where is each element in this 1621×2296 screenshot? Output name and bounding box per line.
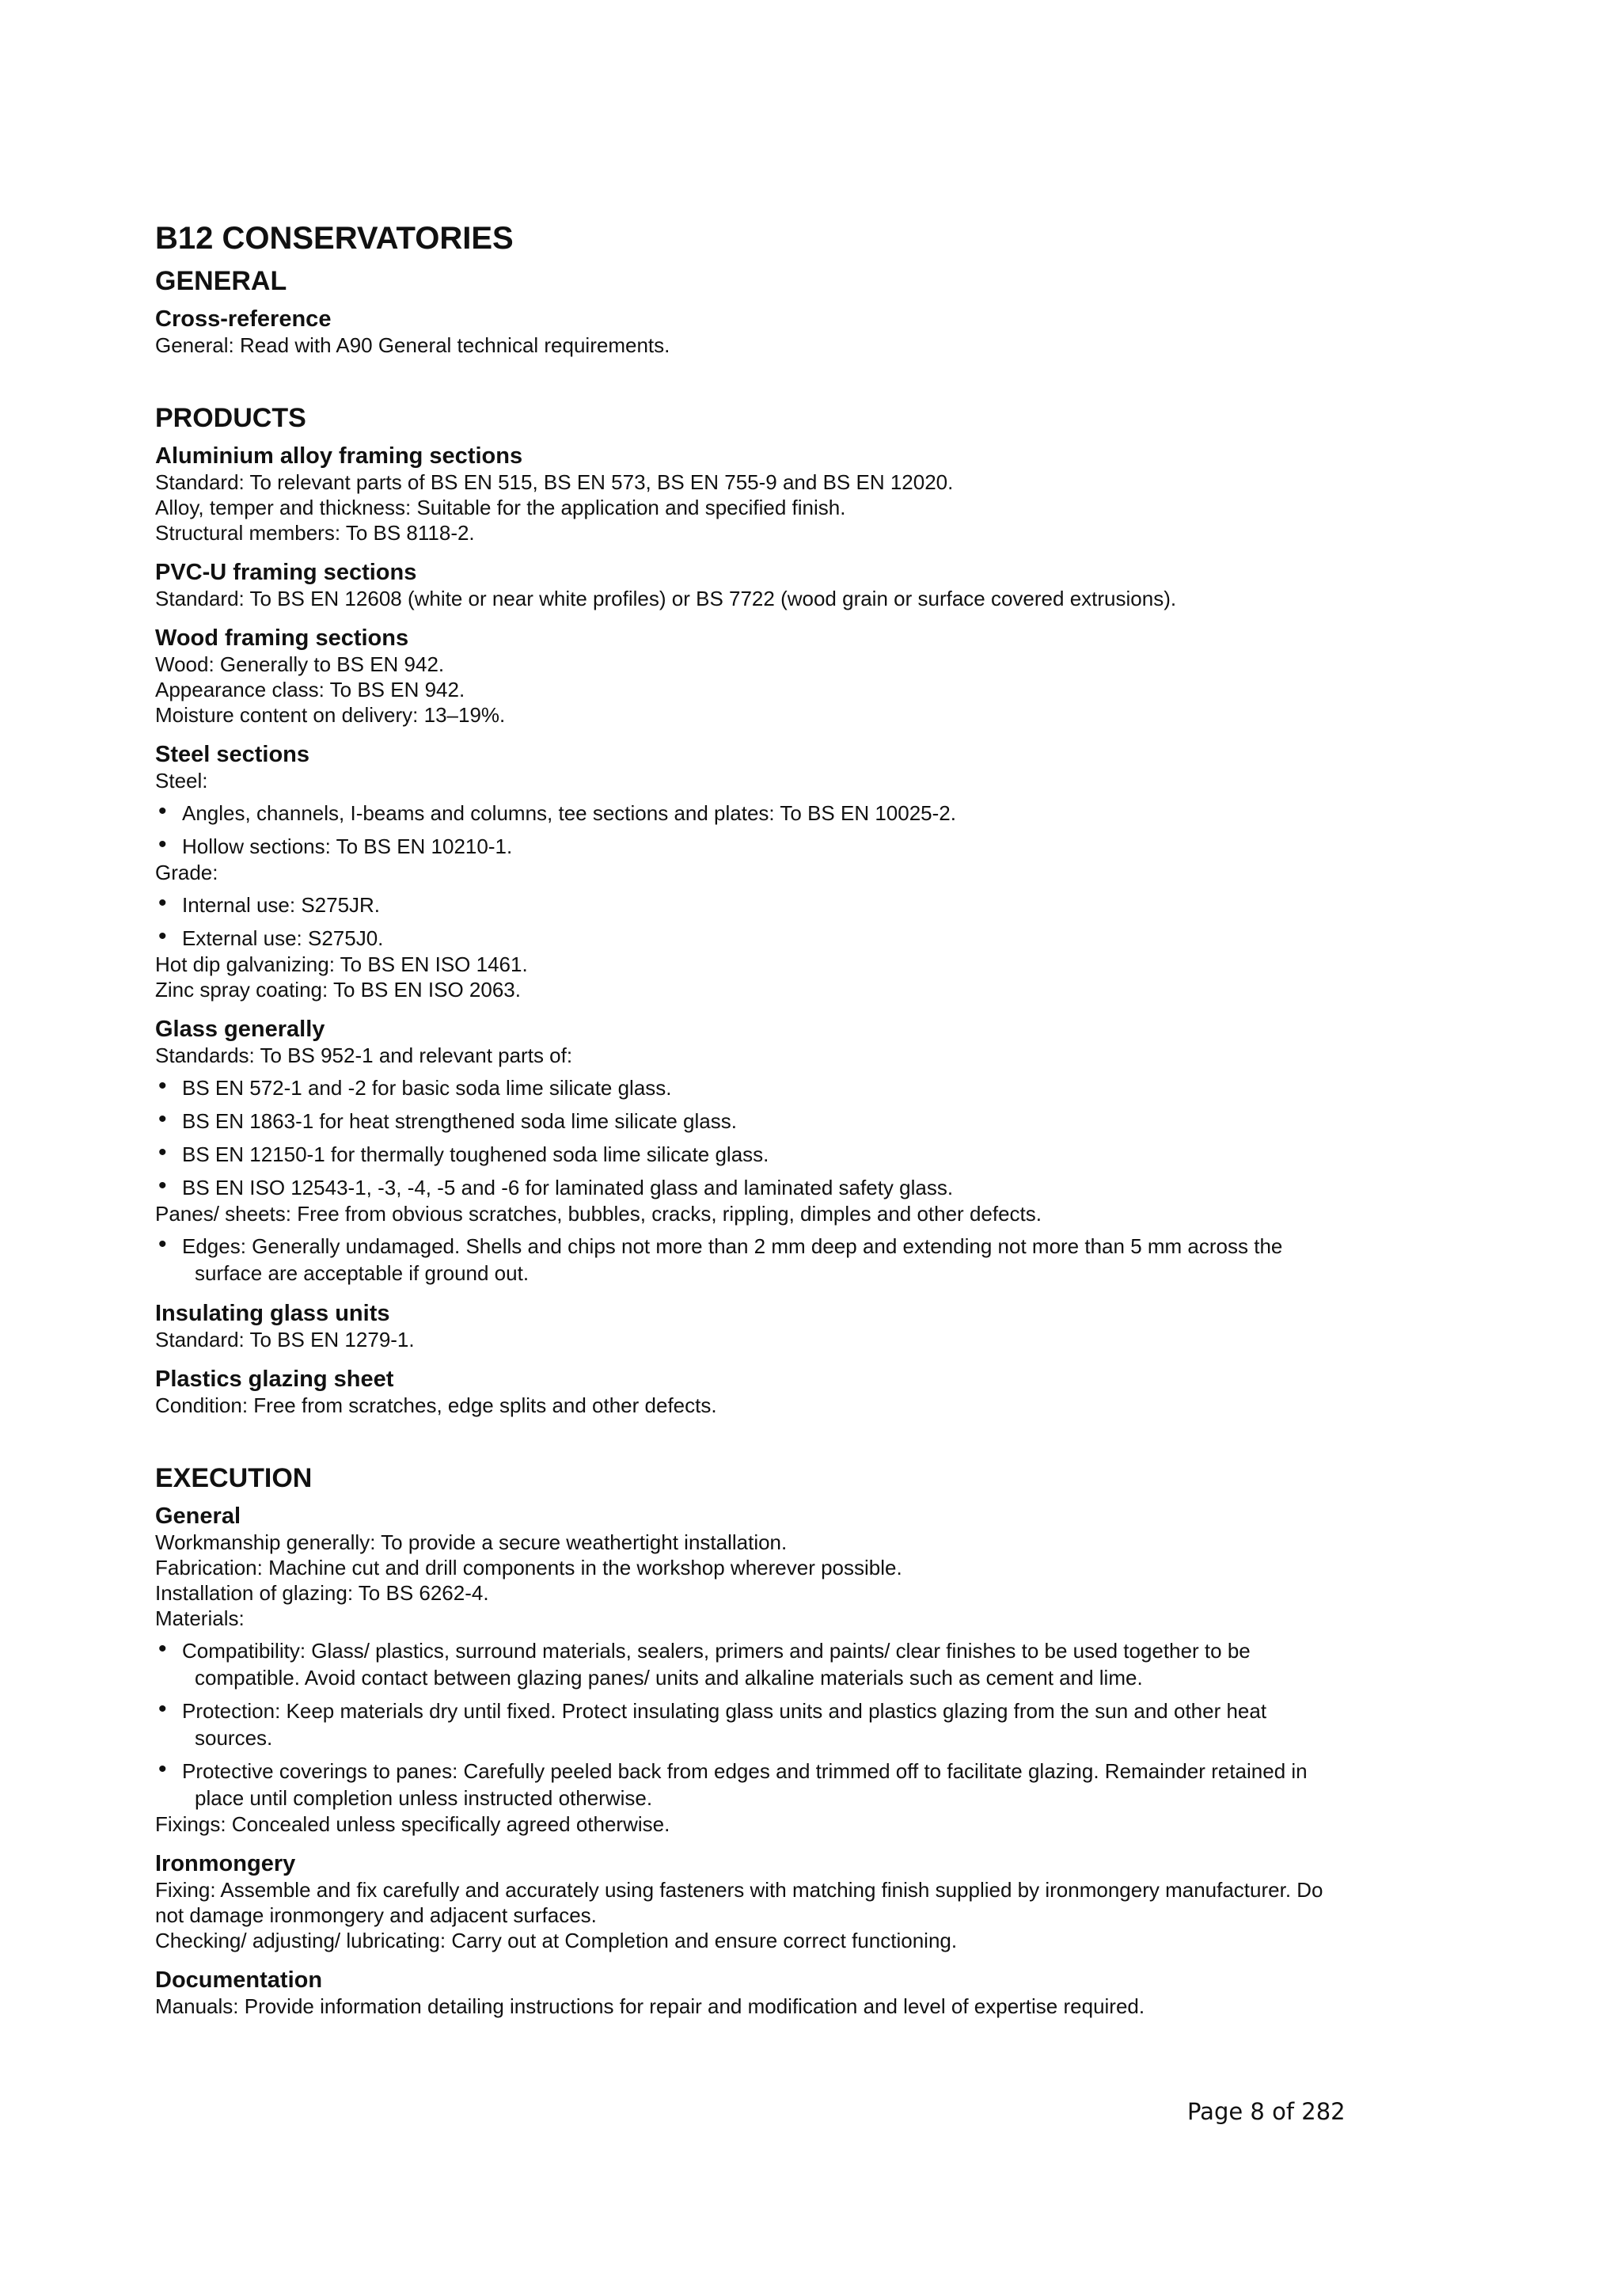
list-item: • BS EN ISO 12543-1, -3, -4, -5 and -6 for laminated glass and laminated safety glass. — [158, 1173, 954, 1199]
clause-insulating — [155, 1301, 1437, 1352]
bullet-icon: • — [158, 1756, 167, 1782]
list-item: • Protective coverings to panes: Carefully peeled back from edges and trimmed off to facilitate glazing. Remainder retained in place until completion unless instructed otherwise. — [158, 1756, 1308, 1810]
clause-documentation — [155, 1967, 1437, 2019]
clause-aluminium — [155, 443, 1437, 545]
clause-pvcu — [155, 560, 1437, 611]
clause-line: General: Read with A90 General technical requirements. — [155, 333, 670, 357]
clause-ironmongery — [155, 1851, 1437, 1953]
clause-line: Standard: To relevant parts of BS EN 515, BS EN 573, BS EN 755-9 and BS EN 12020. — [155, 470, 954, 494]
clause-title: PVC-U framing sections — [155, 560, 417, 585]
list-item: • BS EN 1863-1 for heat strengthened soda lime silicate glass. — [158, 1106, 737, 1133]
clause-line: Wood: Generally to BS EN 942. — [155, 652, 445, 676]
clause-line: Hot dip galvanizing: To BS EN ISO 1461. — [155, 952, 528, 976]
list-item: • BS EN 572-1 and -2 for basic soda lime silicate glass. — [158, 1073, 672, 1100]
clause-wood — [155, 625, 1437, 728]
clause-title: Ironmongery — [155, 1851, 296, 1876]
bullet-icon: • — [158, 1139, 167, 1165]
clause-line: Manuals: Provide information detailing instructions for repair and modification and level of expertise required. — [155, 1994, 1145, 2018]
clause-line: Installation of glazing: To BS 6262-4. — [155, 1581, 489, 1605]
page-number: Page 8 of 282 — [1187, 2098, 1346, 2125]
clause-line: Workmanship generally: To provide a secure weathertight installation. — [155, 1530, 788, 1554]
bullet-icon: • — [158, 1173, 167, 1199]
clause-line: Fixings: Concealed unless specifically agreed otherwise. — [155, 1812, 670, 1836]
document-body — [155, 218, 1437, 2033]
list-item: • Edges: Generally undamaged. Shells and chips not more than 2 mm deep and extending not more than 5 mm across the surface are acceptable if ground out. — [158, 1231, 1283, 1285]
clause-title: Wood framing sections — [155, 625, 409, 651]
clause-line: not damage ironmongery and adjacent surfaces. — [155, 1903, 597, 1927]
clause-title: Cross-reference — [155, 306, 332, 332]
list-item: • BS EN 12150-1 for thermally toughened soda lime silicate glass. — [158, 1139, 769, 1166]
bullet-icon: • — [158, 1106, 167, 1132]
list-item: • Compatibility: Glass/ plastics, surround materials, sealers, primers and paints/ clear finishes to be used together to be compatible. Avoid contact between glazing panes/ units and alkaline materials such as cement and lime. — [158, 1636, 1251, 1690]
clause-title: Documentation — [155, 1967, 323, 1993]
section-heading-products: PRODUCTS — [155, 403, 306, 433]
clause-line: Standards: To BS 952-1 and relevant parts of: — [155, 1043, 573, 1067]
bullet-icon: • — [158, 1073, 167, 1099]
clause-title: Glass generally — [155, 1017, 325, 1042]
bullet-icon: • — [158, 890, 167, 916]
bullet-icon: • — [158, 923, 167, 949]
bullet-icon: • — [158, 798, 167, 824]
clause-title: General — [155, 1503, 241, 1529]
list-item: • Internal use: S275JR. — [158, 890, 381, 917]
bullet-icon: • — [158, 1231, 167, 1257]
clause-line: Grade: — [155, 861, 218, 884]
clause-line: Steel: — [155, 769, 208, 793]
bullet-icon: • — [158, 1636, 167, 1662]
bullet-icon: • — [158, 831, 167, 857]
clause-line: Fixing: Assemble and fix carefully and accurately using fasteners with matching finish supplied by ironmongery manufacturer. Do — [155, 1878, 1323, 1902]
section-heading-execution: EXECUTION — [155, 1463, 313, 1493]
clause-line: Standard: To BS EN 1279-1. — [155, 1328, 415, 1351]
clause-title: Steel sections — [155, 742, 310, 767]
clause-line: Condition: Free from scratches, edge splits and other defects. — [155, 1393, 717, 1417]
clause-line: Panes/ sheets: Free from obvious scratches, bubbles, cracks, rippling, dimples and other defects. — [155, 1202, 1042, 1226]
clause-line: Appearance class: To BS EN 942. — [155, 678, 465, 701]
list-item: • Angles, channels, I-beams and columns, tee sections and plates: To BS EN 10025-2. — [158, 798, 956, 825]
clause-line: Zinc spray coating: To BS EN ISO 2063. — [155, 978, 521, 1002]
clause-line: Alloy, temper and thickness: Suitable for the application and specified finish. — [155, 496, 846, 519]
bullet-icon: • — [158, 1696, 167, 1722]
list-item: • Hollow sections: To BS EN 10210-1. — [158, 831, 513, 858]
list-item: • External use: S275J0. — [158, 923, 384, 950]
clause-line: Standard: To BS EN 12608 (white or near white profiles) or BS 7722 (wood grain or surface covered extrusions). — [155, 587, 1177, 610]
clause-title: Plastics glazing sheet — [155, 1367, 394, 1392]
clause-cross-reference — [155, 306, 1437, 358]
section-heading-general: GENERAL — [155, 266, 287, 296]
clause-title: Aluminium alloy framing sections — [155, 443, 523, 469]
clause-line: Structural members: To BS 8118-2. — [155, 521, 475, 545]
document-title: B12 CONSERVATORIES — [155, 221, 514, 256]
clause-line: Fabrication: Machine cut and drill components in the workshop wherever possible. — [155, 1556, 902, 1579]
clause-execution-general — [155, 1503, 1437, 1837]
clause-plastics — [155, 1367, 1437, 1418]
clause-line: Checking/ adjusting/ lubricating: Carry out at Completion and ensure correct functioning. — [155, 1929, 958, 1952]
clause-title: Insulating glass units — [155, 1301, 390, 1326]
clause-steel — [155, 742, 1437, 1002]
list-item: • Protection: Keep materials dry until fixed. Protect insulating glass units and plastics glazing from the sun and other heat sources. — [158, 1696, 1267, 1750]
clause-line: Materials: — [155, 1606, 245, 1630]
clause-glass — [155, 1017, 1437, 1287]
clause-line: Moisture content on delivery: 13–19%. — [155, 703, 506, 727]
